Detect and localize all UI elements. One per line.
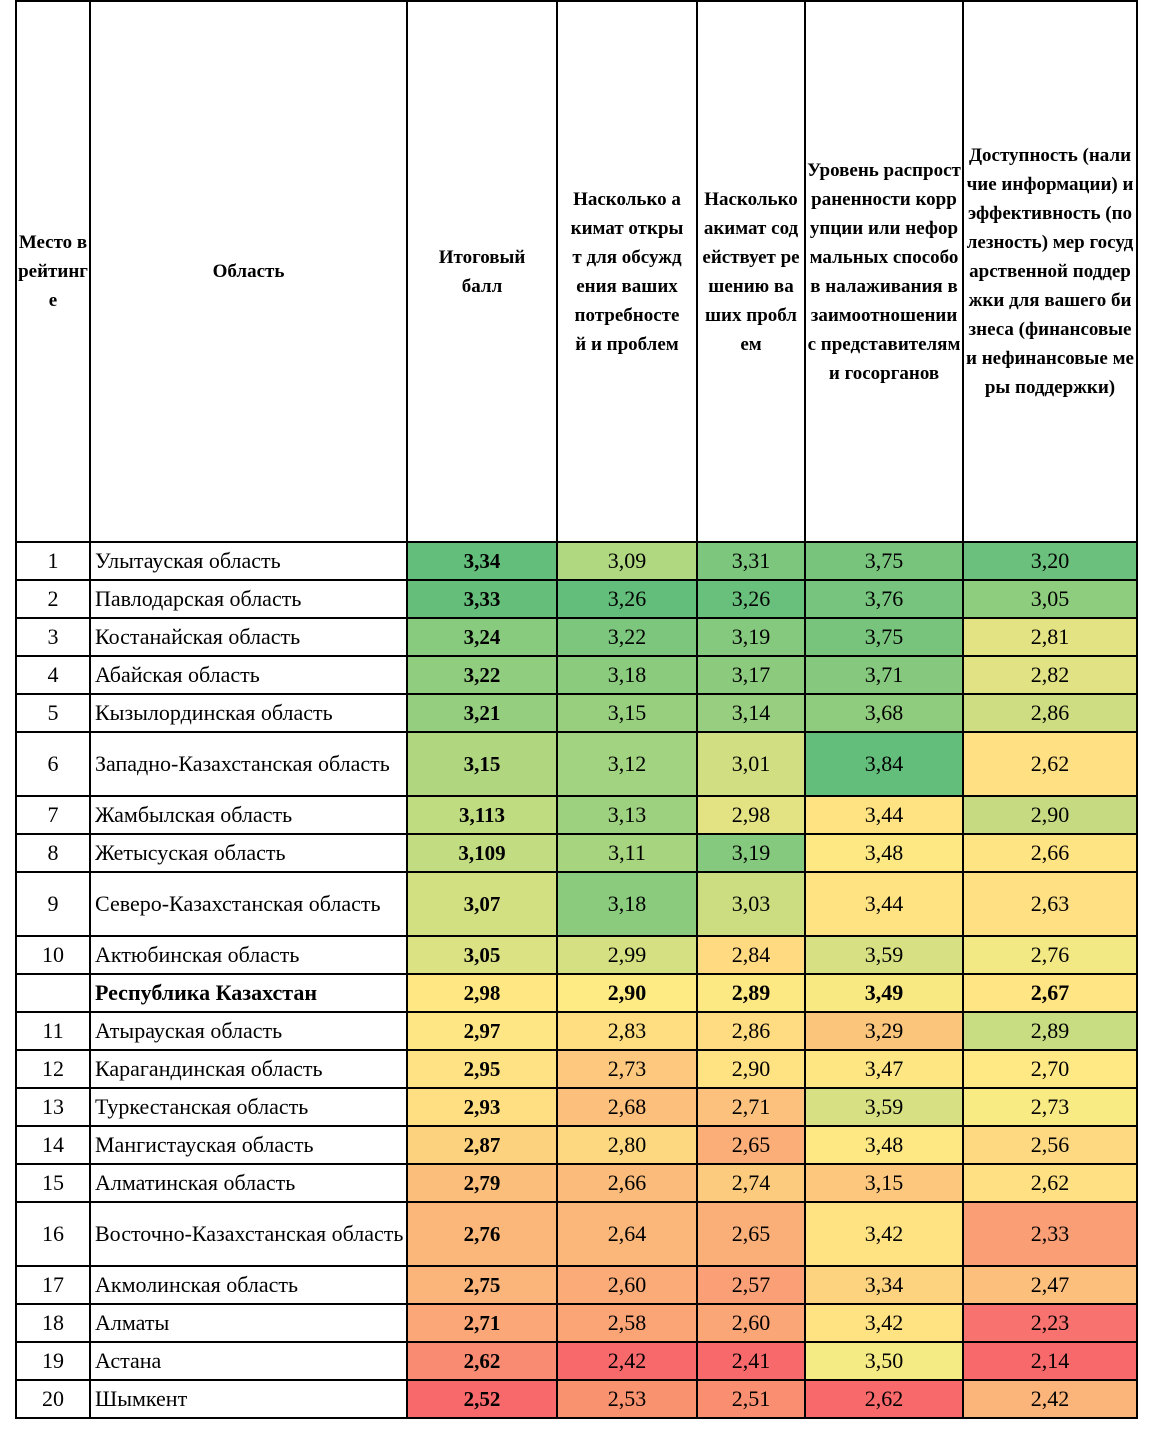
total-score-cell: 2,76 xyxy=(407,1202,557,1266)
region-cell: Северо-Казахстанская область xyxy=(90,872,407,936)
openness-cell: 2,99 xyxy=(557,936,697,974)
table-row xyxy=(16,1164,1137,1202)
rank-cell: 7 xyxy=(16,796,90,834)
region-cell: Кызылординская область xyxy=(90,694,407,732)
assistance-cell: 3,26 xyxy=(697,580,805,618)
corruption-cell: 3,44 xyxy=(805,872,963,936)
openness-cell: 3,09 xyxy=(557,542,697,580)
region-cell: Восточно-Казахстанская область xyxy=(90,1202,407,1266)
corruption-cell: 3,76 xyxy=(805,580,963,618)
total-score-cell: 2,75 xyxy=(407,1266,557,1304)
corruption-cell: 3,49 xyxy=(805,974,963,1012)
state-support-cell: 2,89 xyxy=(963,1012,1137,1050)
state-support-cell: 2,47 xyxy=(963,1266,1137,1304)
state-support-cell: 2,67 xyxy=(963,974,1137,1012)
rank-cell: 9 xyxy=(16,872,90,936)
assistance-cell: 3,03 xyxy=(697,872,805,936)
corruption-cell: 3,50 xyxy=(805,1342,963,1380)
assistance-cell: 2,57 xyxy=(697,1266,805,1304)
table-row xyxy=(16,1202,1137,1266)
corruption-cell: 3,34 xyxy=(805,1266,963,1304)
corruption-cell: 3,75 xyxy=(805,618,963,656)
region-cell: Жамбылская область xyxy=(90,796,407,834)
total-score-cell: 2,71 xyxy=(407,1304,557,1342)
table-body xyxy=(16,542,1137,1418)
header-total-score: Итоговый балл xyxy=(407,1,557,542)
rank-cell: 13 xyxy=(16,1088,90,1126)
corruption-cell: 3,42 xyxy=(805,1202,963,1266)
assistance-cell: 2,71 xyxy=(697,1088,805,1126)
openness-cell: 2,68 xyxy=(557,1088,697,1126)
openness-cell: 3,12 xyxy=(557,732,697,796)
state-support-cell: 2,63 xyxy=(963,872,1137,936)
assistance-cell: 2,65 xyxy=(697,1126,805,1164)
region-cell: Павлодарская область xyxy=(90,580,407,618)
state-support-cell: 2,73 xyxy=(963,1088,1137,1126)
region-cell: Республика Казахстан xyxy=(90,974,407,1012)
table-row xyxy=(16,618,1137,656)
region-cell: Атырауская область xyxy=(90,1012,407,1050)
corruption-cell: 3,71 xyxy=(805,656,963,694)
table-header xyxy=(16,1,1137,542)
table-row xyxy=(16,1088,1137,1126)
assistance-cell: 2,65 xyxy=(697,1202,805,1266)
assistance-cell: 3,19 xyxy=(697,834,805,872)
corruption-cell: 3,42 xyxy=(805,1304,963,1342)
rank-cell: 2 xyxy=(16,580,90,618)
openness-cell: 2,73 xyxy=(557,1050,697,1088)
state-support-cell: 2,86 xyxy=(963,694,1137,732)
table-row xyxy=(16,1342,1137,1380)
state-support-cell: 2,66 xyxy=(963,834,1137,872)
state-support-cell: 2,42 xyxy=(963,1380,1137,1418)
rank-cell: 8 xyxy=(16,834,90,872)
state-support-cell: 2,70 xyxy=(963,1050,1137,1088)
ranking-table xyxy=(15,0,1138,1419)
rank-cell: 5 xyxy=(16,694,90,732)
openness-cell: 3,13 xyxy=(557,796,697,834)
header-row xyxy=(16,1,1137,542)
openness-cell: 2,58 xyxy=(557,1304,697,1342)
openness-cell: 3,26 xyxy=(557,580,697,618)
total-score-cell: 2,93 xyxy=(407,1088,557,1126)
region-cell: Карагандинская область xyxy=(90,1050,407,1088)
corruption-cell: 3,15 xyxy=(805,1164,963,1202)
total-score-cell: 2,97 xyxy=(407,1012,557,1050)
region-cell: Мангистауская область xyxy=(90,1126,407,1164)
corruption-cell: 3,47 xyxy=(805,1050,963,1088)
region-cell: Костанайская область xyxy=(90,618,407,656)
rank-cell: 19 xyxy=(16,1342,90,1380)
state-support-cell: 2,14 xyxy=(963,1342,1137,1380)
table-row xyxy=(16,694,1137,732)
openness-cell: 2,90 xyxy=(557,974,697,1012)
rank-cell xyxy=(16,974,90,1012)
assistance-cell: 3,19 xyxy=(697,618,805,656)
header-corruption: Уровень распространенности коррупции или неформальных способов налаживания взаимоотношении с представителями госорганов xyxy=(805,1,963,542)
rank-cell: 10 xyxy=(16,936,90,974)
assistance-cell: 2,90 xyxy=(697,1050,805,1088)
header-openness: Насколько акимат открыт для обсуждения ваших потребностей и проблем xyxy=(557,1,697,542)
assistance-cell: 2,84 xyxy=(697,936,805,974)
region-cell: Астана xyxy=(90,1342,407,1380)
rank-cell: 12 xyxy=(16,1050,90,1088)
table-row xyxy=(16,1012,1137,1050)
table-row xyxy=(16,1050,1137,1088)
total-score-cell: 3,15 xyxy=(407,732,557,796)
total-score-cell: 2,79 xyxy=(407,1164,557,1202)
corruption-cell: 2,62 xyxy=(805,1380,963,1418)
corruption-cell: 3,84 xyxy=(805,732,963,796)
table-row xyxy=(16,1304,1137,1342)
openness-cell: 2,83 xyxy=(557,1012,697,1050)
header-assistance: Насколько акимат содействует решению ваших проблем xyxy=(697,1,805,542)
assistance-cell: 3,01 xyxy=(697,732,805,796)
state-support-cell: 2,82 xyxy=(963,656,1137,694)
openness-cell: 3,22 xyxy=(557,618,697,656)
rank-cell: 11 xyxy=(16,1012,90,1050)
state-support-cell: 2,62 xyxy=(963,1164,1137,1202)
table-row xyxy=(16,872,1137,936)
assistance-cell: 3,31 xyxy=(697,542,805,580)
openness-cell: 2,80 xyxy=(557,1126,697,1164)
openness-cell: 3,18 xyxy=(557,872,697,936)
region-cell: Жетысуская область xyxy=(90,834,407,872)
state-support-cell: 2,76 xyxy=(963,936,1137,974)
header-state-support: Доступность (наличие информации) и эффективность (полезность) мер государственной поддержки для вашего бизнеса (финансовые и нефинансовые меры поддержки) xyxy=(963,1,1137,542)
openness-cell: 2,64 xyxy=(557,1202,697,1266)
corruption-cell: 3,68 xyxy=(805,694,963,732)
total-score-cell: 3,113 xyxy=(407,796,557,834)
total-score-cell: 2,95 xyxy=(407,1050,557,1088)
total-score-cell: 3,34 xyxy=(407,542,557,580)
table-row xyxy=(16,796,1137,834)
rank-cell: 17 xyxy=(16,1266,90,1304)
openness-cell: 2,42 xyxy=(557,1342,697,1380)
table-row xyxy=(16,542,1137,580)
table-row xyxy=(16,834,1137,872)
openness-cell: 3,11 xyxy=(557,834,697,872)
table-row xyxy=(16,580,1137,618)
total-score-cell: 2,87 xyxy=(407,1126,557,1164)
total-score-cell: 2,62 xyxy=(407,1342,557,1380)
total-score-cell: 3,05 xyxy=(407,936,557,974)
corruption-cell: 3,59 xyxy=(805,1088,963,1126)
table-row xyxy=(16,1380,1137,1418)
state-support-cell: 3,20 xyxy=(963,542,1137,580)
assistance-cell: 2,60 xyxy=(697,1304,805,1342)
state-support-cell: 2,23 xyxy=(963,1304,1137,1342)
table-row xyxy=(16,732,1137,796)
assistance-cell: 2,51 xyxy=(697,1380,805,1418)
assistance-cell: 2,86 xyxy=(697,1012,805,1050)
state-support-cell: 2,33 xyxy=(963,1202,1137,1266)
corruption-cell: 3,44 xyxy=(805,796,963,834)
state-support-cell: 3,05 xyxy=(963,580,1137,618)
total-score-cell: 3,24 xyxy=(407,618,557,656)
openness-cell: 3,15 xyxy=(557,694,697,732)
state-support-cell: 2,81 xyxy=(963,618,1137,656)
openness-cell: 2,66 xyxy=(557,1164,697,1202)
assistance-cell: 3,17 xyxy=(697,656,805,694)
corruption-cell: 3,48 xyxy=(805,1126,963,1164)
table-row xyxy=(16,974,1137,1012)
table-row xyxy=(16,1126,1137,1164)
corruption-cell: 3,59 xyxy=(805,936,963,974)
total-score-cell: 3,22 xyxy=(407,656,557,694)
total-score-cell: 2,98 xyxy=(407,974,557,1012)
total-score-cell: 3,33 xyxy=(407,580,557,618)
openness-cell: 2,53 xyxy=(557,1380,697,1418)
total-score-cell: 3,07 xyxy=(407,872,557,936)
rank-cell: 20 xyxy=(16,1380,90,1418)
assistance-cell: 2,98 xyxy=(697,796,805,834)
assistance-cell: 3,14 xyxy=(697,694,805,732)
corruption-cell: 3,29 xyxy=(805,1012,963,1050)
rank-cell: 1 xyxy=(16,542,90,580)
table-row xyxy=(16,936,1137,974)
header-region: Область xyxy=(90,1,407,542)
rank-cell: 3 xyxy=(16,618,90,656)
corruption-cell: 3,75 xyxy=(805,542,963,580)
total-score-cell: 3,109 xyxy=(407,834,557,872)
assistance-cell: 2,89 xyxy=(697,974,805,1012)
rank-cell: 18 xyxy=(16,1304,90,1342)
table-row xyxy=(16,656,1137,694)
region-cell: Туркестанская область xyxy=(90,1088,407,1126)
rank-cell: 16 xyxy=(16,1202,90,1266)
region-cell: Улытауская область xyxy=(90,542,407,580)
assistance-cell: 2,74 xyxy=(697,1164,805,1202)
rank-cell: 14 xyxy=(16,1126,90,1164)
rank-cell: 15 xyxy=(16,1164,90,1202)
region-cell: Шымкент xyxy=(90,1380,407,1418)
openness-cell: 2,60 xyxy=(557,1266,697,1304)
state-support-cell: 2,62 xyxy=(963,732,1137,796)
region-cell: Акмолинская область xyxy=(90,1266,407,1304)
region-cell: Алматинская область xyxy=(90,1164,407,1202)
header-rank: Место в рейтинге xyxy=(16,1,90,542)
rank-cell: 4 xyxy=(16,656,90,694)
region-cell: Западно-Казахстанская область xyxy=(90,732,407,796)
rank-cell: 6 xyxy=(16,732,90,796)
table-row xyxy=(16,1266,1137,1304)
openness-cell: 3,18 xyxy=(557,656,697,694)
state-support-cell: 2,90 xyxy=(963,796,1137,834)
region-cell: Алматы xyxy=(90,1304,407,1342)
total-score-cell: 2,52 xyxy=(407,1380,557,1418)
assistance-cell: 2,41 xyxy=(697,1342,805,1380)
state-support-cell: 2,56 xyxy=(963,1126,1137,1164)
total-score-cell: 3,21 xyxy=(407,694,557,732)
region-cell: Абайская область xyxy=(90,656,407,694)
region-cell: Актюбинская область xyxy=(90,936,407,974)
corruption-cell: 3,48 xyxy=(805,834,963,872)
